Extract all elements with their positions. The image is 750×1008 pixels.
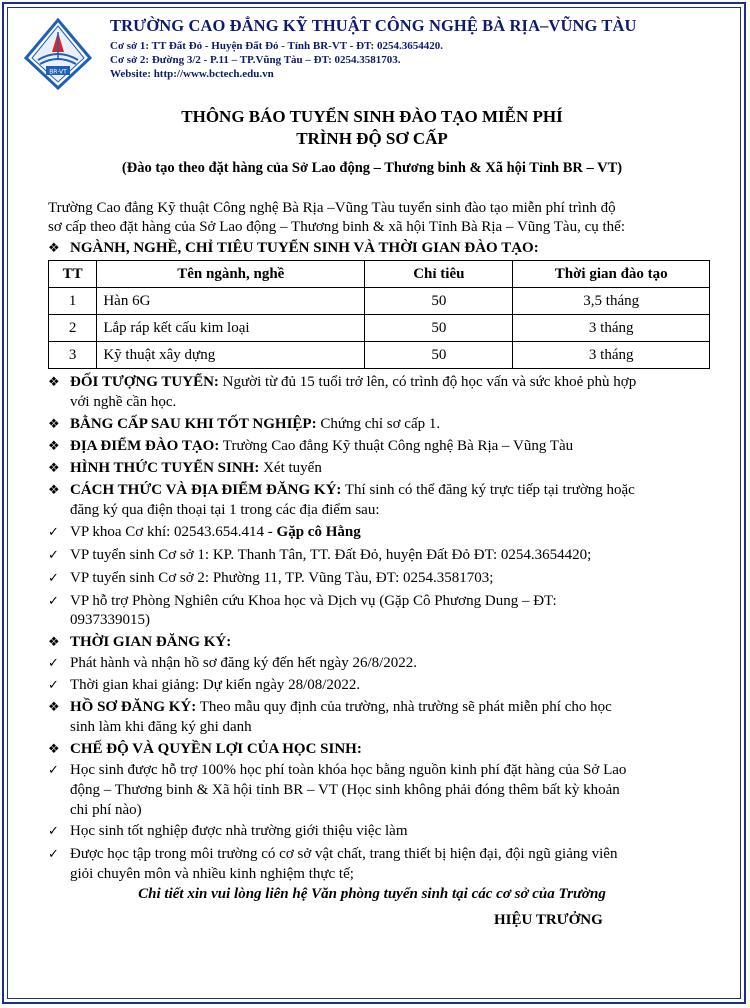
list-item: ✓ VP tuyển sinh Cơ sở 2: Phường 11, TP. Vũng Tàu, ĐT: 0254.3581703; [48,568,708,589]
signature-title: HIỆU TRƯỞNG [494,912,603,928]
check-mark-icon: ✓ [48,824,59,839]
letterhead [22,10,684,90]
cell-tt: 1 [49,288,97,315]
ho-so-cont: sinh làm khi đăng ký ghi danh [70,719,252,735]
notice-subtitle-level: TRÌNH ĐỘ SƠ CẤP [296,129,448,148]
website-line: Website: http://www.bctech.edu.vn [110,68,274,80]
list-item: ✓ Phát hành và nhận hồ sơ đăng ký đến hết ngày 26/8/2022. [48,653,708,674]
cach-thuc-cont: đăng ký qua điện thoại tại 1 trong các địa điểm sau: [70,502,380,518]
program-table [48,260,710,369]
list-item: ✓ Học sinh tốt nghiệp được nhà trường giới thiệu việc làm [48,821,708,842]
diamond-bullet-icon: ❖ [48,417,60,432]
section-ho-so: ❖ HỒ SƠ ĐĂNG KÝ: Theo mẫu quy định của trường, nhà trường sẽ phát miễn phí cho học [48,697,708,718]
section-doi-tuong: ❖ ĐỐI TƯỢNG TUYỂN: Người từ đủ 15 tuổi trở lên, có trình độ học vấn và sức khoẻ phù hợp [48,372,708,393]
diamond-bullet-icon: ❖ [48,483,60,498]
diamond-bullet-icon: ❖ [48,635,60,650]
list-item: ✓ VP tuyển sinh Cơ sở 1: KP. Thanh Tân, TT. Đất Đỏ, huyện Đất Đỏ ĐT: 0254.3654420; [48,545,708,566]
list-item: ✓ Được học tập trong môi trường có cơ sở vật chất, trang thiết bị hiện đại, đội ngũ giảng viên [48,844,708,865]
section-dia-diem: ❖ ĐỊA ĐIỂM ĐÀO TẠO: Trường Cao đẳng Kỹ thuật Công nghệ Bà Rịa – Vũng Tàu [48,436,708,457]
check-mark-icon: ✓ [48,525,59,540]
section-thoi-gian: ❖ THỜI GIAN ĐĂNG KÝ: [48,632,708,653]
section-che-do: ❖ CHẾ ĐỘ VÀ QUYỀN LỢI CỦA HỌC SINH: [48,739,708,760]
intro-line-1: Trường Cao đẳng Kỹ thuật Công nghệ Bà Rịa –Vũng Tàu tuyển sinh đào tạo miễn phí trình độ [48,200,616,216]
cell-quota: 50 [365,288,513,315]
list-item: ✓ Thời gian khai giảng: Dự kiến ngày 28/08/2022. [48,675,708,696]
list-item: ✓ VP hỗ trợ Phòng Nghiên cứu Khoa học và Dịch vụ (Gặp Cô Phương Dung – ĐT: [48,591,708,612]
cell-tt: 2 [49,315,97,342]
table-row [49,315,710,342]
section-heading: NGÀNH, NGHỀ, CHỈ TIÊU TUYỂN SINH VÀ THỜI GIAN ĐÀO TẠO: [70,240,539,256]
diamond-bullet-icon: ❖ [48,700,60,715]
cell-duration: 3 tháng [513,315,710,342]
cell-name: Kỹ thuật xây dựng [97,342,365,369]
table-row [49,342,710,369]
section-hinh-thuc: ❖ HÌNH THỨC TUYỂN SINH: Xét tuyển [48,458,708,479]
cell-name: Hàn 6G [97,288,365,315]
table-row [49,288,710,315]
header-duration: Thời gian đào tạo [513,261,710,288]
doi-tuong-cont: với nghề cần học. [70,394,177,410]
check-mark-icon: ✓ [48,594,59,609]
section-nganh [48,238,708,259]
notice-title: THÔNG BÁO TUYỂN SINH ĐÀO TẠO MIỄN PHÍ [181,107,563,126]
address-line-1: Cơ sở 1: TT Đất Đỏ - Huyện Đất Đỏ - Tỉnh BR-VT - ĐT: 0254.3654420. [110,40,443,52]
closing-note: Chi tiết xin vui lòng liên hệ Văn phòng tuyển sinh tại các cơ sở của Trường [138,886,606,902]
header-tt: TT [49,261,97,288]
cd1-line-2: động – Thương binh & Xã hội tỉnh BR – VT (Học sinh không phải đóng thêm bất kỳ khoản [70,782,620,798]
list-item: ✓ Học sinh được hỗ trợ 100% học phí toàn khóa học bằng nguồn kinh phí đặt hàng của Sở Lao [48,760,708,781]
check-mark-icon: ✓ [48,656,59,671]
check-mark-icon: ✓ [48,571,59,586]
table-header-row [49,261,710,288]
cd1-line-3: chi phí nào) [70,802,142,818]
header-quota: Chỉ tiêu [365,261,513,288]
list-item: ✓ VP khoa Cơ khí: 02543.654.414 - Gặp cô Hằng [48,522,708,543]
cell-quota: 50 [365,342,513,369]
diamond-bullet-icon: ❖ [48,241,60,256]
school-name: TRƯỜNG CAO ĐẲNG KỸ THUẬT CÔNG NGHỆ BÀ RỊA–VŨNG TÀU [110,16,637,35]
cell-quota: 50 [365,315,513,342]
vp-ht-cont: 0937339015) [70,612,150,628]
check-mark-icon: ✓ [48,763,59,778]
diamond-bullet-icon: ❖ [48,439,60,454]
check-mark-icon: ✓ [48,548,59,563]
check-mark-icon: ✓ [48,678,59,693]
school-logo-icon [24,18,92,90]
diamond-bullet-icon: ❖ [48,375,60,390]
intro-line-2: sơ cấp theo đặt hàng của Sở Lao động – Thương binh & xã hội Tỉnh Bà Rịa – Vũng Tàu, cụ thể: [48,219,625,235]
header-name: Tên ngành, nghề [97,261,365,288]
cell-duration: 3,5 tháng [513,288,710,315]
diamond-bullet-icon: ❖ [48,742,60,757]
cell-tt: 3 [49,342,97,369]
section-bang-cap: ❖ BẰNG CẤP SAU KHI TỐT NGHIỆP: Chứng chỉ sơ cấp 1. [48,414,708,435]
logo-text: BR-VT [49,68,67,76]
notice-note: (Đào tạo theo đặt hàng của Sở Lao động – Thương binh & Xã hội Tỉnh BR – VT) [121,160,623,176]
address-line-2: Cơ sở 2: Đường 3/2 - P.11 – TP.Vũng Tàu – ĐT: 0254.3581703. [110,54,401,66]
check-mark-icon: ✓ [48,847,59,862]
cd3-line-2: giỏi chuyên môn và nhiều kinh nghiệm thực tế; [70,866,354,882]
cell-name: Lắp ráp kết cấu kim loại [97,315,365,342]
cell-duration: 3 tháng [513,342,710,369]
diamond-bullet-icon: ❖ [48,461,60,476]
section-cach-thuc: ❖ CÁCH THỨC VÀ ĐỊA ĐIỂM ĐĂNG KÝ: Thí sinh có thể đăng ký trực tiếp tại trường hoặc [48,480,708,501]
